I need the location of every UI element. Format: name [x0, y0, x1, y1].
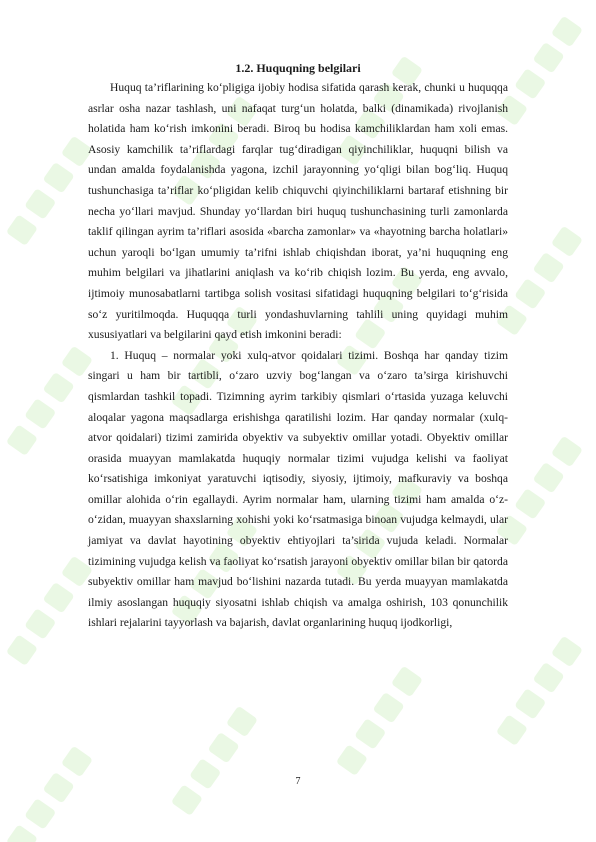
watermark-mark — [171, 706, 258, 816]
watermark-mark — [336, 666, 423, 776]
watermark-mark — [6, 136, 93, 246]
watermark-mark — [6, 556, 93, 666]
paragraph-intro: Huquq ta’riflarining ko‘pligiga ijobiy hodisa sifatida qarash kerak, chunki u huquqqa asrlar osha nazar tashlash, uni nafaqat turg‘un holatda, balki (dinamikada) rivojlanish holatida ham ko‘rish imkonini beradi. Biroq bu hodisa kamchiliklardan ham xoli emas. Asosiy kamchilik ta’riflardagi farqlar tug‘diradigan qiyinchiliklar, huquqni bilish va undan amalda foydalanishda yagona, izchil jarayonning yo‘qligi bilan bog‘liq. Huquq tushunchasiga ta’riflar ko‘pligidan kelib chiquvchi qiyinchiliklarni bartaraf etishning bir necha yo‘llari mavjud. Shunday yo‘llardan biri huquq tushunchasining turli zamonlarda taklif qilingan ayrim ta’riflari asosida «barcha zamonlar» va «hayotning barcha holatlari» uchun yaroqli bo‘lgan umumiy ta’rifni ishlab chiqishdan iborat, ya’ni huquqning eng muhim belgilari va jihatlarini aniqlash va ko‘rib chiqish lozim. Bu yerda, eng avvalo, ijtimoiy munosabatlarni tartibga solish vositasi sifatidagi huquqning belgilari to‘g‘risida so‘z yuritilmoqda. Huquqqa turli yondashuvlarning tahlili uning quyidagi muhim xususiyatlari va belgilarini qayd etish imkonini beradi: — [88, 81, 508, 342]
watermark-mark — [6, 346, 93, 456]
watermark-mark — [496, 16, 583, 126]
page-content — [88, 58, 508, 634]
section-title: 1.2. Huquqning belgilari — [235, 61, 361, 75]
watermark-mark — [496, 436, 583, 546]
page-number: 7 — [295, 776, 301, 787]
watermark-mark — [496, 636, 583, 746]
paragraph-point-1: 1. Huquq – normalar yoki xulq-atvor qoidalari tizimi. Boshqa har qanday tizim singari u ham bir tartibli, o‘zaro uzviy bog‘langan va o‘zaro ta’sirga kirishuvchi qismlardan tashkil topadi. Tizimning ayrim tarkibiy qismlari o‘rtasida yuzaga keluvchi aloqalar yagona maqsadlarga erishishga qaratilishi lozim. Har qanday normalar (xulq-atvor qoidalari) tizimi zamirida obyektiv va subyektiv omillar yotadi. Obyektiv omillar orasida muayyan mamlakatda huquqiy normalar tizimi vujudga kelishi va faoliyat ko‘rsatishiga imkoniyat yaratuvchi iqtisodiy, siyosiy, ijtimoiy, mafkuraviy va boshqa omillar alohida o‘rin egallaydi. Ayrim normalar ham, ularning tizimi ham amalda o‘z-o‘zidan, muayyan shaxslarning xohishi yoki ko‘rsatmasiga binoan vujudga kelmaydi, ular jamiyat va davlat hayotining obyektiv ehtiyojlari ta’sirida vujuda keladi. Normalar tizimining vujudga kelish va faoliyat ko‘rsatish jarayoni obyektiv omillar bilan bir qatorda subyektiv omillar ham mavjud bo‘lishini nazarda tutadi. Bu yerda muayyan mamlakatda ilmiy asoslangan huquqiy siyosatni ishlab chiqish va amalga oshirish, 103 qonunchilik ishlari rejalarini tayyorlash va bajarish, davlat organlarining huquq ijodkorligi, — [88, 348, 508, 630]
watermark-mark — [6, 746, 93, 842]
watermark-mark — [496, 226, 583, 336]
